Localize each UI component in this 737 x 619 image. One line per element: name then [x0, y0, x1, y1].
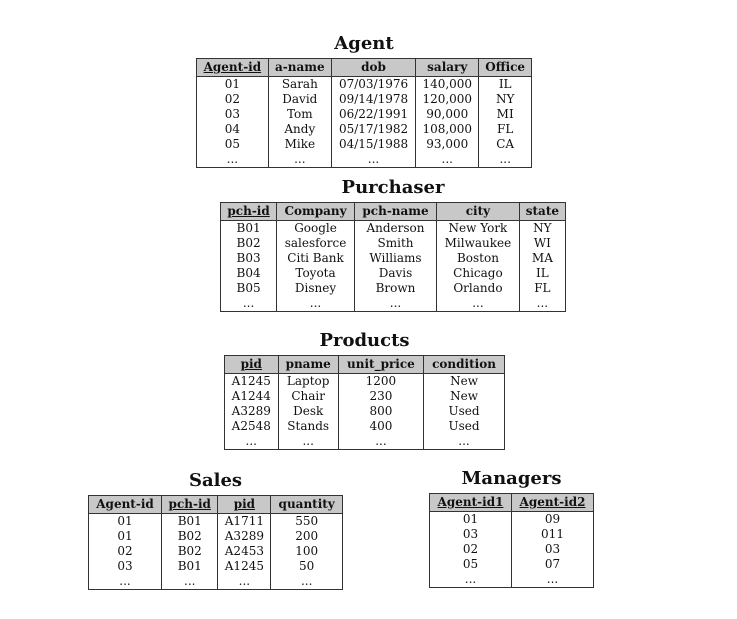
table-cell: A1244 [231, 389, 271, 403]
table-row [225, 419, 505, 434]
table-row [430, 572, 594, 588]
table-cell: B02 [236, 236, 261, 250]
table-cell: 05/17/1982 [331, 122, 415, 137]
table-cell: Disney [277, 281, 355, 296]
table-cell: ... [354, 296, 436, 312]
table-row [221, 236, 566, 251]
table-cell: 03 [512, 542, 594, 557]
purchaser-title: Purchaser [341, 177, 445, 198]
table-cell: ... [218, 574, 271, 590]
table-cell: New [424, 374, 505, 390]
table-cell: ... [268, 152, 331, 168]
table-cell: A1245 [231, 374, 271, 388]
table-cell: 120,000 [416, 92, 479, 107]
table-cell: WI [519, 236, 565, 251]
table-cell: B01 [236, 221, 261, 235]
table-cell: B02 [162, 529, 218, 544]
table-cell: Boston [437, 251, 520, 266]
table-cell: 011 [512, 527, 594, 542]
column-header: pch-id [162, 496, 218, 514]
table-row [225, 374, 505, 390]
table-row [225, 434, 505, 450]
purchaser-table [220, 202, 566, 312]
table-cell: ... [338, 434, 423, 450]
table-cell: ... [519, 296, 565, 312]
table-cell: NY [479, 92, 532, 107]
table-row [430, 557, 594, 572]
column-header: Agent-id2 [512, 494, 594, 512]
table-cell: 800 [338, 404, 423, 419]
table-cell: A2548 [231, 419, 271, 433]
table-cell: ... [416, 152, 479, 168]
table-cell: Toyota [277, 266, 355, 281]
column-header: a-name [268, 59, 331, 77]
header-row [225, 356, 505, 374]
table-row [221, 281, 566, 296]
table-cell: B04 [236, 266, 261, 280]
purchaser-table-block [220, 178, 566, 312]
column-header: dob [331, 59, 415, 77]
table-cell: ... [479, 152, 532, 168]
table-cell: ... [245, 434, 257, 448]
header-row [89, 496, 343, 514]
agent-table [196, 58, 532, 168]
table-cell: 07/03/1976 [331, 77, 415, 93]
managers-table-block [429, 469, 594, 588]
table-cell: 01 [224, 77, 240, 91]
table-cell: ... [278, 434, 338, 450]
table-cell: 108,000 [416, 122, 479, 137]
table-cell: Chair [278, 389, 338, 404]
table-cell: 04/15/1988 [331, 137, 415, 152]
column-header: Agent-id [89, 496, 162, 514]
column-header: pname [278, 356, 338, 374]
table-cell: B01 [162, 559, 218, 574]
table-row [430, 512, 594, 528]
table-cell: New York [437, 221, 520, 237]
column-header: Agent-id [197, 59, 269, 77]
table-cell: Sarah [268, 77, 331, 93]
table-row [430, 542, 594, 557]
products-table-block [224, 331, 505, 450]
table-cell: IL [519, 266, 565, 281]
table-cell: ... [437, 296, 520, 312]
table-cell: ... [162, 574, 218, 590]
table-cell: Citi Bank [277, 251, 355, 266]
table-row [89, 559, 343, 574]
table-cell: Chicago [437, 266, 520, 281]
table-cell: A1711 [218, 514, 271, 530]
table-cell: Stands [278, 419, 338, 434]
table-cell: IL [479, 77, 532, 93]
table-cell: ... [464, 572, 477, 586]
table-cell: 05 [462, 557, 479, 571]
table-cell: Used [424, 419, 505, 434]
products-table [224, 355, 505, 450]
column-header: pch-name [354, 203, 436, 221]
table-cell: ... [271, 574, 343, 590]
column-header: pch-id [221, 203, 277, 221]
table-cell: 02 [462, 542, 479, 556]
table-cell: Anderson [354, 221, 436, 237]
table-cell: 05 [224, 137, 240, 151]
column-header: Agent-id1 [430, 494, 512, 512]
table-row [89, 529, 343, 544]
table-cell: FL [519, 281, 565, 296]
table-cell: 03 [224, 107, 240, 121]
table-cell: 09/14/1978 [331, 92, 415, 107]
table-cell: 140,000 [416, 77, 479, 93]
table-row [221, 251, 566, 266]
table-row [89, 574, 343, 590]
table-cell: 02 [224, 92, 240, 106]
table-cell: A3289 [218, 529, 271, 544]
column-header: Office [479, 59, 532, 77]
sales-table-block [88, 471, 343, 590]
table-cell: Mike [268, 137, 331, 152]
table-row [221, 266, 566, 281]
table-cell: 50 [271, 559, 343, 574]
table-cell: CA [479, 137, 532, 152]
managers-table [429, 493, 594, 588]
header-row [430, 494, 594, 512]
table-cell: A3289 [231, 404, 271, 418]
table-cell: 03 [117, 559, 133, 573]
table-cell: 07 [512, 557, 594, 572]
table-cell: Andy [268, 122, 331, 137]
header-row [197, 59, 532, 77]
column-header: quantity [271, 496, 343, 514]
column-header: state [519, 203, 565, 221]
table-cell: ... [119, 574, 131, 588]
table-cell: ... [512, 572, 594, 588]
table-cell: ... [424, 434, 505, 450]
table-cell: 550 [271, 514, 343, 530]
table-row [89, 544, 343, 559]
column-header: condition [424, 356, 505, 374]
sales-title: Sales [188, 470, 243, 491]
table-cell: 200 [271, 529, 343, 544]
table-row [197, 92, 532, 107]
table-row [221, 296, 566, 312]
table-cell: ... [242, 296, 255, 310]
table-cell: Smith [354, 236, 436, 251]
table-cell: ... [277, 296, 355, 312]
table-cell: A1245 [218, 559, 271, 574]
table-cell: 93,000 [416, 137, 479, 152]
agent-title: Agent [334, 33, 394, 54]
table-cell: New [424, 389, 505, 404]
table-row [225, 389, 505, 404]
table-row [430, 527, 594, 542]
table-row [197, 122, 532, 137]
table-cell: salesforce [277, 236, 355, 251]
table-cell: ... [226, 152, 239, 166]
table-cell: Davis [354, 266, 436, 281]
table-cell: 400 [338, 419, 423, 434]
table-cell: 100 [271, 544, 343, 559]
managers-title: Managers [461, 468, 562, 489]
table-cell: ... [331, 152, 415, 168]
table-cell: Orlando [437, 281, 520, 296]
table-cell: 03 [462, 527, 479, 541]
table-cell: NY [519, 221, 565, 237]
table-cell: Tom [268, 107, 331, 122]
sales-table [88, 495, 343, 590]
column-header: unit_price [338, 356, 423, 374]
table-cell: 06/22/1991 [331, 107, 415, 122]
table-cell: A2453 [218, 544, 271, 559]
column-header: Company [277, 203, 355, 221]
table-cell: 09 [512, 512, 594, 528]
table-row [221, 221, 566, 237]
table-cell: 02 [117, 544, 133, 558]
table-cell: Used [424, 404, 505, 419]
table-cell: 230 [338, 389, 423, 404]
table-row [197, 77, 532, 93]
table-row [197, 137, 532, 152]
table-cell: B02 [162, 544, 218, 559]
table-cell: MI [479, 107, 532, 122]
table-cell: Desk [278, 404, 338, 419]
table-row [197, 107, 532, 122]
table-cell: B05 [236, 281, 261, 295]
table-cell: 90,000 [416, 107, 479, 122]
table-cell: David [268, 92, 331, 107]
column-header: pid [225, 356, 279, 374]
table-cell: 01 [117, 514, 133, 528]
products-title: Products [319, 330, 410, 351]
column-header: city [437, 203, 520, 221]
table-row [225, 404, 505, 419]
table-cell: Laptop [278, 374, 338, 390]
table-cell: FL [479, 122, 532, 137]
table-cell: 01 [462, 512, 479, 526]
table-row [89, 514, 343, 530]
table-cell: Milwaukee [437, 236, 520, 251]
header-row [221, 203, 566, 221]
column-header: salary [416, 59, 479, 77]
table-row [197, 152, 532, 168]
table-cell: B03 [236, 251, 261, 265]
table-cell: Williams [354, 251, 436, 266]
table-cell: MA [519, 251, 565, 266]
agent-table-block [196, 34, 532, 168]
table-cell: B01 [162, 514, 218, 530]
table-cell: 01 [117, 529, 133, 543]
column-header: pid [218, 496, 271, 514]
table-cell: 04 [224, 122, 240, 136]
table-cell: Brown [354, 281, 436, 296]
table-cell: Google [277, 221, 355, 237]
table-cell: 1200 [338, 374, 423, 390]
